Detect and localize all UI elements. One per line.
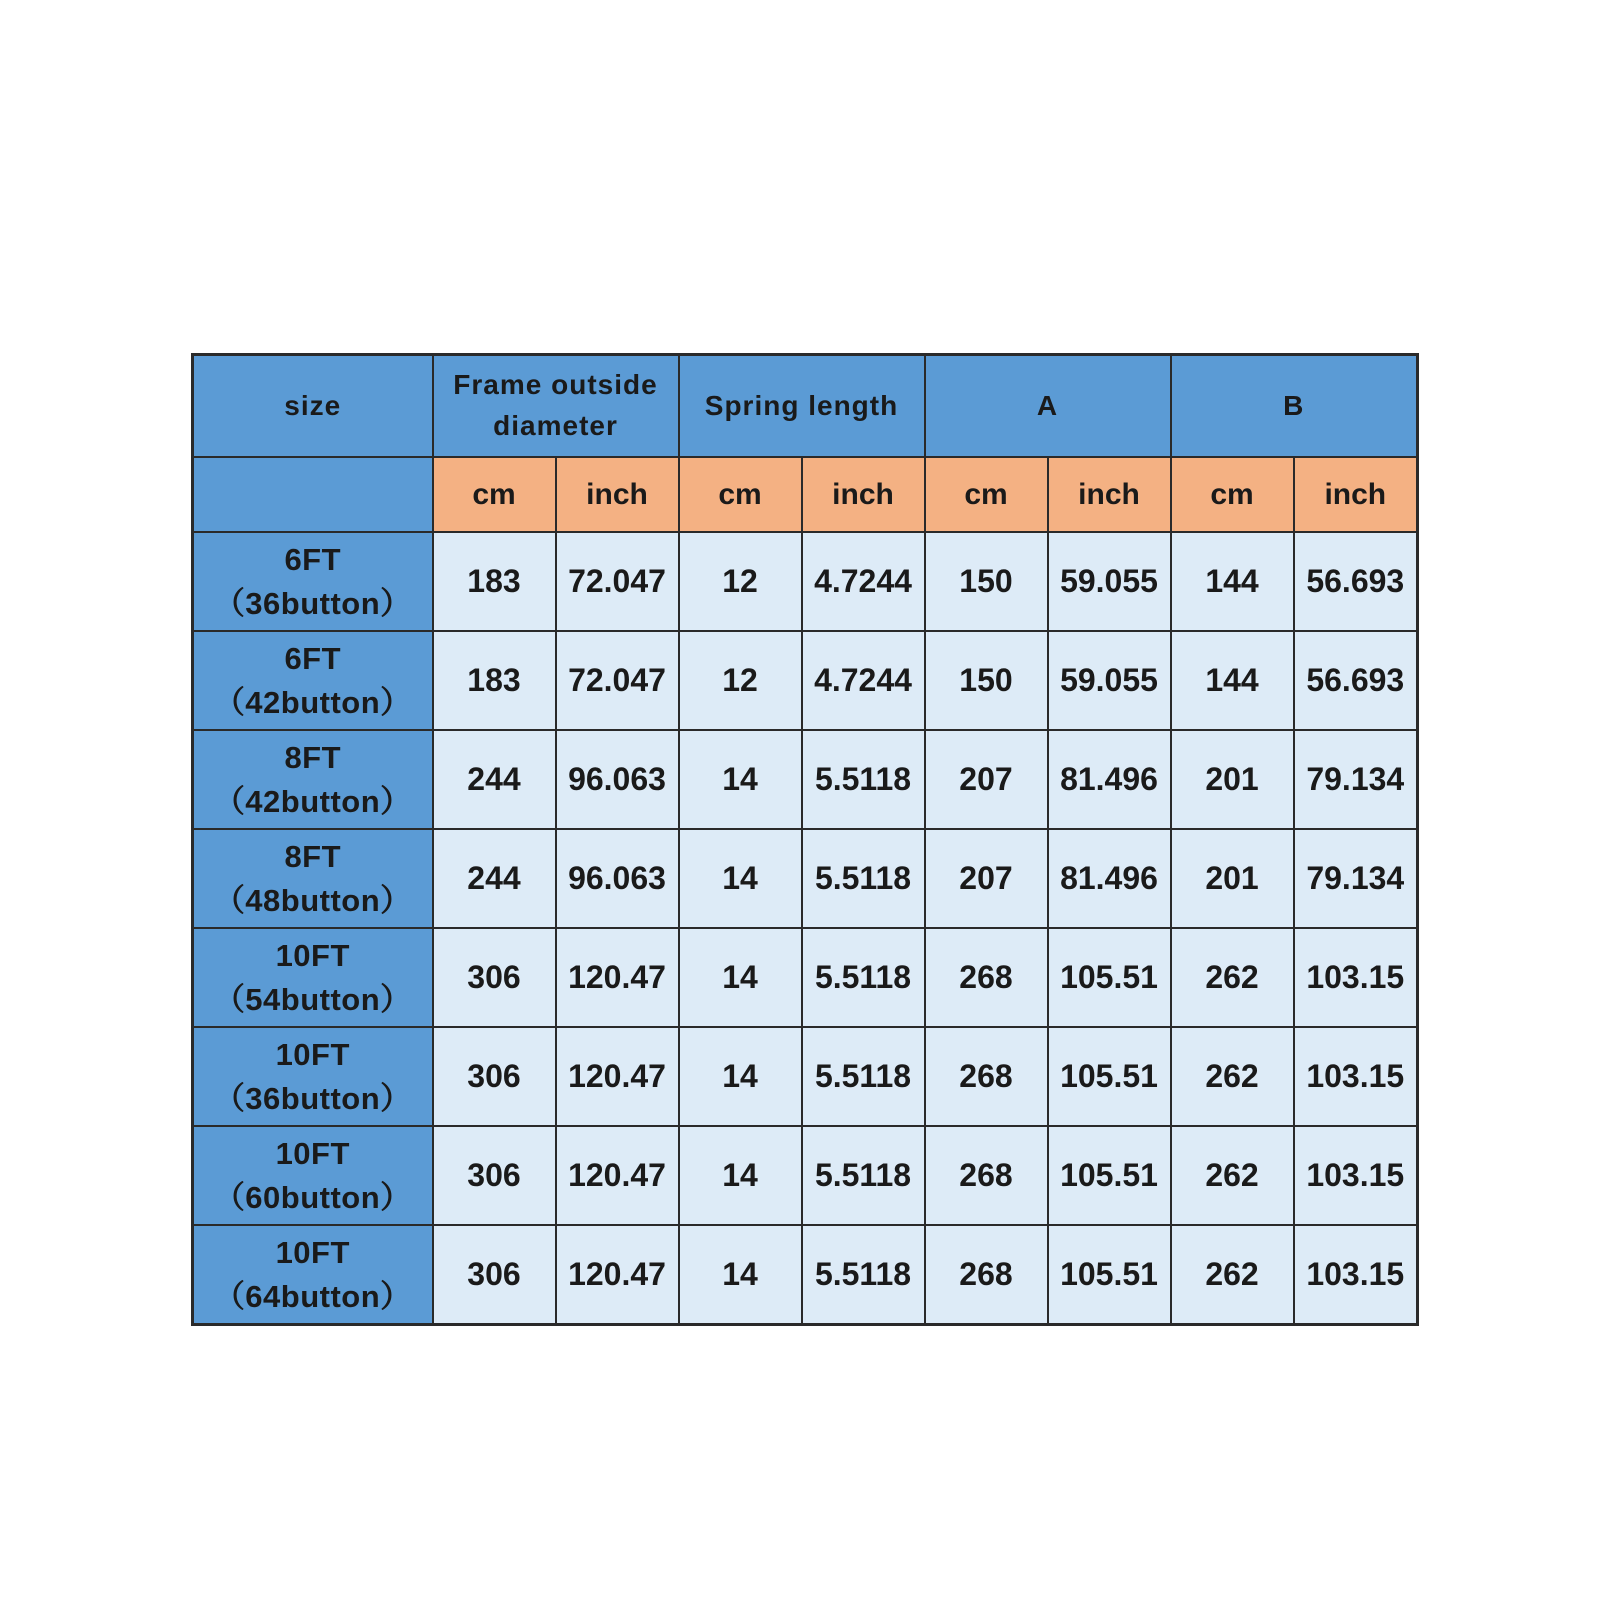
size-cell [193, 829, 433, 928]
spring-inch-cell: 4.7244 [802, 631, 925, 730]
unit-frame-cm: cm [433, 457, 556, 532]
table-row [193, 1126, 1418, 1225]
b-cm-cell: 144 [1171, 631, 1294, 730]
unit-a-cm: cm [925, 457, 1048, 532]
spring-cm-cell: 12 [679, 532, 802, 631]
button-count-label: （36button） [213, 1080, 412, 1116]
header-a: A [925, 355, 1171, 458]
table-body [193, 355, 1418, 1325]
size-label: 6FT [284, 641, 342, 677]
frame-cm-cell: 244 [433, 829, 556, 928]
b-cm-cell: 262 [1171, 1027, 1294, 1126]
frame-cm-cell: 306 [433, 1225, 556, 1325]
spring-inch-cell: 5.5118 [802, 829, 925, 928]
unit-b-cm: cm [1171, 457, 1294, 532]
spring-inch-cell: 5.5118 [802, 730, 925, 829]
a-inch-cell: 59.055 [1048, 532, 1171, 631]
a-cm-cell: 207 [925, 730, 1048, 829]
a-inch-cell: 81.496 [1048, 829, 1171, 928]
spring-cm-cell: 14 [679, 928, 802, 1027]
table-row [193, 1027, 1418, 1126]
size-cell [193, 1126, 433, 1225]
a-inch-cell: 105.51 [1048, 1225, 1171, 1325]
header-spring-length: Spring length [679, 355, 925, 458]
a-cm-cell: 268 [925, 1225, 1048, 1325]
b-inch-cell: 79.134 [1294, 829, 1418, 928]
spring-cm-cell: 14 [679, 730, 802, 829]
size-cell [193, 928, 433, 1027]
button-count-label: （60button） [213, 1179, 412, 1215]
size-cell [193, 631, 433, 730]
unit-a-inch: inch [1048, 457, 1171, 532]
spring-inch-cell: 4.7244 [802, 532, 925, 631]
a-cm-cell: 268 [925, 928, 1048, 1027]
b-inch-cell: 103.15 [1294, 1225, 1418, 1325]
table-row [193, 532, 1418, 631]
table-row [193, 928, 1418, 1027]
button-count-label: （36button） [213, 585, 412, 621]
table-row [193, 1225, 1418, 1325]
size-label: 6FT [284, 542, 342, 578]
spring-inch-cell: 5.5118 [802, 1027, 925, 1126]
size-label: 10FT [275, 1037, 350, 1073]
spring-inch-cell: 5.5118 [802, 928, 925, 1027]
a-inch-cell: 105.51 [1048, 1027, 1171, 1126]
spring-inch-cell: 5.5118 [802, 1126, 925, 1225]
b-cm-cell: 262 [1171, 1225, 1294, 1325]
frame-inch-cell: 120.47 [556, 1027, 679, 1126]
frame-inch-cell: 72.047 [556, 532, 679, 631]
b-inch-cell: 79.134 [1294, 730, 1418, 829]
a-cm-cell: 150 [925, 532, 1048, 631]
size-label: 10FT [275, 1235, 350, 1271]
frame-inch-cell: 72.047 [556, 631, 679, 730]
size-label: 10FT [275, 1136, 350, 1172]
b-inch-cell: 103.15 [1294, 1126, 1418, 1225]
size-label: 8FT [284, 839, 342, 875]
table-row [193, 730, 1418, 829]
frame-inch-cell: 120.47 [556, 1126, 679, 1225]
size-cell [193, 532, 433, 631]
b-cm-cell: 262 [1171, 928, 1294, 1027]
a-cm-cell: 150 [925, 631, 1048, 730]
frame-cm-cell: 183 [433, 631, 556, 730]
unit-spring-inch: inch [802, 457, 925, 532]
button-count-label: （42button） [213, 684, 412, 720]
frame-cm-cell: 244 [433, 730, 556, 829]
frame-cm-cell: 183 [433, 532, 556, 631]
b-inch-cell: 56.693 [1294, 631, 1418, 730]
b-cm-cell: 201 [1171, 829, 1294, 928]
b-inch-cell: 103.15 [1294, 1027, 1418, 1126]
a-cm-cell: 207 [925, 829, 1048, 928]
unit-blank-cell [193, 457, 433, 532]
size-cell [193, 730, 433, 829]
size-label: 10FT [275, 938, 350, 974]
frame-cm-cell: 306 [433, 1027, 556, 1126]
table-row [193, 829, 1418, 928]
unit-b-inch: inch [1294, 457, 1418, 532]
b-inch-cell: 56.693 [1294, 532, 1418, 631]
a-inch-cell: 105.51 [1048, 928, 1171, 1027]
b-cm-cell: 262 [1171, 1126, 1294, 1225]
button-count-label: （64button） [213, 1278, 412, 1314]
spring-inch-cell: 5.5118 [802, 1225, 925, 1325]
frame-inch-cell: 96.063 [556, 829, 679, 928]
size-cell [193, 1027, 433, 1126]
unit-spring-cm: cm [679, 457, 802, 532]
a-cm-cell: 268 [925, 1126, 1048, 1225]
a-inch-cell: 105.51 [1048, 1126, 1171, 1225]
header-b: B [1171, 355, 1418, 458]
size-cell [193, 1225, 433, 1325]
button-count-label: （42button） [213, 783, 412, 819]
table-row [193, 631, 1418, 730]
spring-cm-cell: 14 [679, 829, 802, 928]
size-chart-table [191, 353, 1419, 1326]
header-size: size [193, 355, 433, 458]
frame-inch-cell: 120.47 [556, 928, 679, 1027]
button-count-label: （54button） [213, 981, 412, 1017]
a-inch-cell: 59.055 [1048, 631, 1171, 730]
unit-row [193, 457, 1418, 532]
spring-cm-cell: 12 [679, 631, 802, 730]
header-row [193, 355, 1418, 458]
a-inch-cell: 81.496 [1048, 730, 1171, 829]
button-count-label: （48button） [213, 882, 412, 918]
a-cm-cell: 268 [925, 1027, 1048, 1126]
spring-cm-cell: 14 [679, 1126, 802, 1225]
frame-cm-cell: 306 [433, 928, 556, 1027]
header-frame-outside-diameter: Frame outside diameter [433, 355, 679, 458]
b-cm-cell: 144 [1171, 532, 1294, 631]
spring-cm-cell: 14 [679, 1225, 802, 1325]
frame-cm-cell: 306 [433, 1126, 556, 1225]
b-inch-cell: 103.15 [1294, 928, 1418, 1027]
size-label: 8FT [284, 740, 342, 776]
unit-frame-inch: inch [556, 457, 679, 532]
spring-cm-cell: 14 [679, 1027, 802, 1126]
frame-inch-cell: 120.47 [556, 1225, 679, 1325]
b-cm-cell: 201 [1171, 730, 1294, 829]
frame-inch-cell: 96.063 [556, 730, 679, 829]
